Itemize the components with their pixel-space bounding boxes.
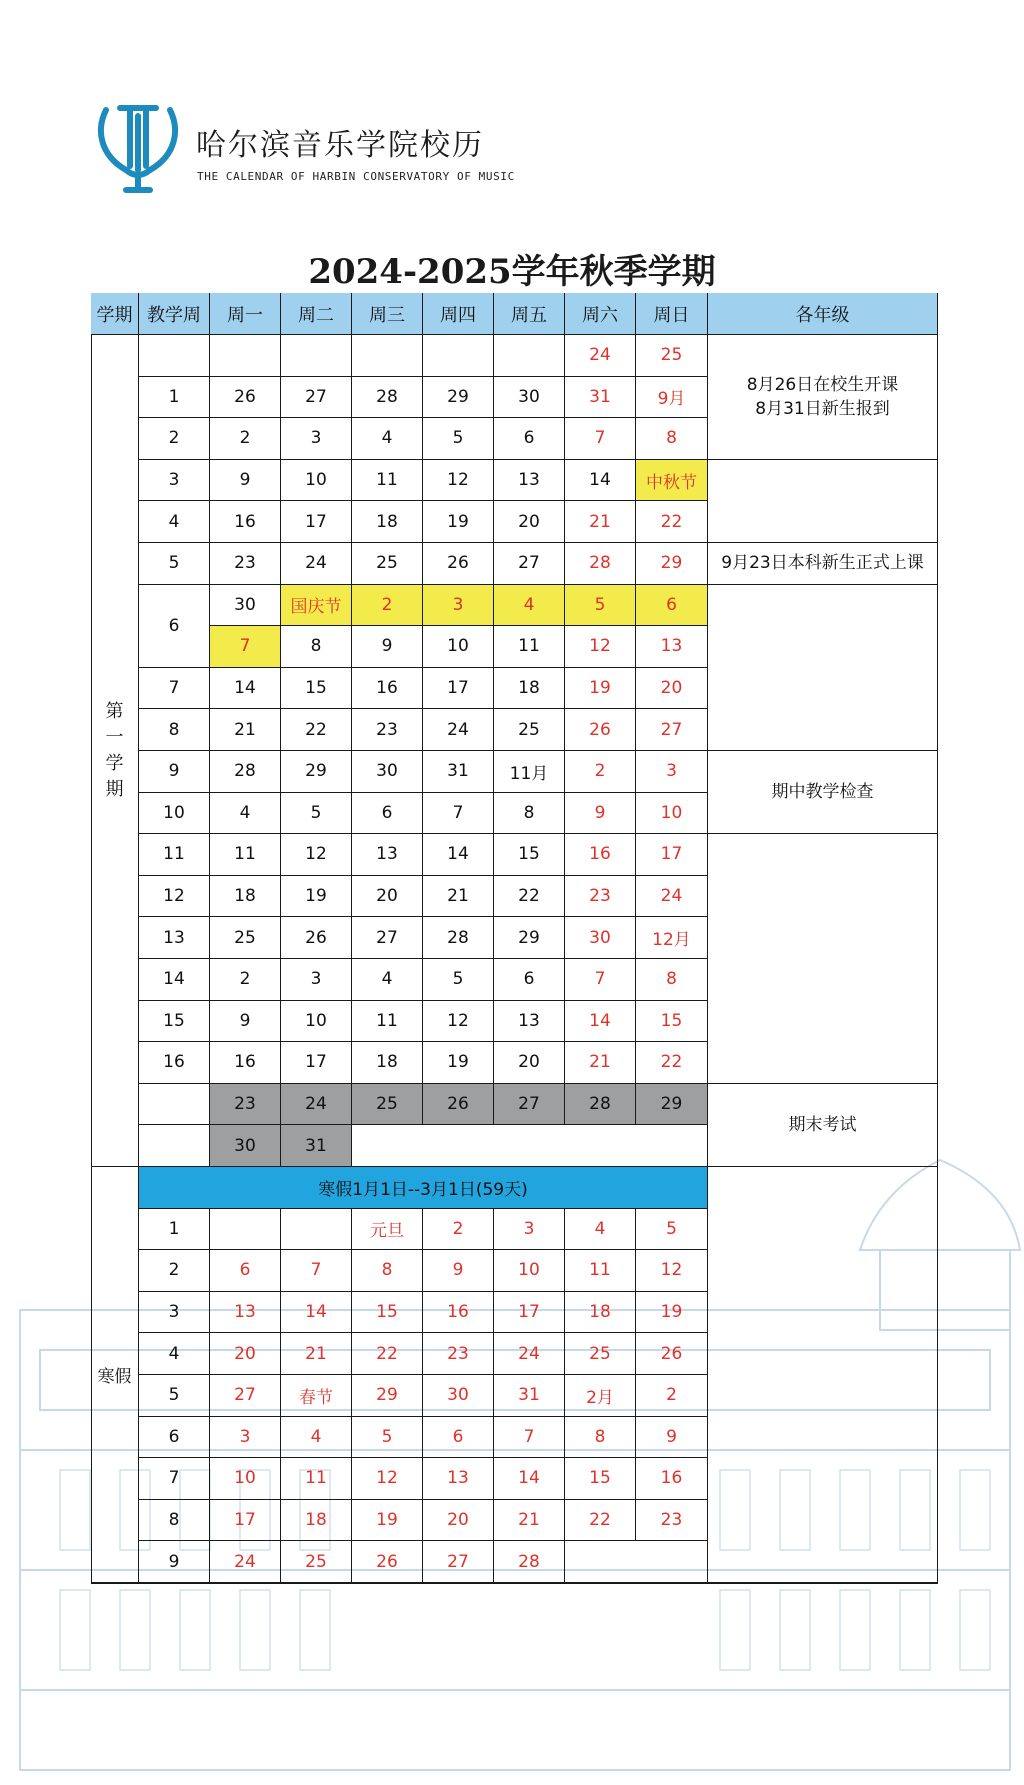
column-header: 周六 (565, 293, 636, 335)
day-cell: 19 (565, 668, 636, 710)
day-cell: 21 (494, 1500, 565, 1542)
day-cell: 12 (423, 1001, 494, 1043)
day-cell: 23 (565, 876, 636, 918)
day-cell: 14 (210, 668, 281, 710)
day-cell: 30 (423, 1375, 494, 1417)
column-header: 周日 (636, 293, 708, 335)
teaching-week: 1 (139, 377, 210, 419)
day-cell: 26 (352, 1541, 423, 1583)
term-label-winter: 寒假 (91, 1167, 139, 1583)
grade-note (708, 460, 938, 543)
day-cell: 23 (352, 709, 423, 751)
day-cell: 20 (636, 668, 708, 710)
teaching-week: 3 (139, 1292, 210, 1334)
day-cell: 14 (423, 834, 494, 876)
day-cell: 8 (281, 626, 352, 668)
day-cell: 19 (352, 1500, 423, 1542)
day-cell: 12 (352, 1458, 423, 1500)
day-cell: 18 (352, 501, 423, 543)
day-cell: 13 (210, 1292, 281, 1334)
day-cell: 15 (494, 834, 565, 876)
day-cell: 3 (636, 751, 708, 793)
day-cell: 31 (423, 751, 494, 793)
grade-note (708, 585, 938, 751)
day-cell: 5 (352, 1417, 423, 1459)
lyre-logo-icon (96, 100, 180, 196)
day-cell: 18 (281, 1500, 352, 1542)
day-cell: 元旦 (352, 1209, 423, 1251)
day-cell: 6 (352, 793, 423, 835)
day-cell: 7 (565, 418, 636, 460)
day-cell: 21 (210, 709, 281, 751)
day-cell: 7 (281, 1250, 352, 1292)
column-header: 周三 (352, 293, 423, 335)
teaching-week: 11 (139, 834, 210, 876)
day-cell: 25 (352, 543, 423, 585)
day-cell: 23 (636, 1500, 708, 1542)
day-cell: 10 (281, 460, 352, 502)
day-cell: 9月 (636, 377, 708, 419)
day-cell: 26 (423, 543, 494, 585)
day-cell: 6 (494, 959, 565, 1001)
day-cell: 17 (281, 1042, 352, 1084)
teaching-week: 6 (139, 1417, 210, 1459)
day-cell: 29 (423, 377, 494, 419)
teaching-week: 4 (139, 1333, 210, 1375)
teaching-week: 5 (139, 543, 210, 585)
teaching-week: 12 (139, 876, 210, 918)
day-cell: 5 (423, 418, 494, 460)
day-cell: 13 (494, 460, 565, 502)
day-cell: 17 (423, 668, 494, 710)
day-cell: 22 (494, 876, 565, 918)
teaching-week: 5 (139, 1375, 210, 1417)
day-cell: 14 (565, 1001, 636, 1043)
day-cell: 22 (281, 709, 352, 751)
day-cell: 12 (423, 460, 494, 502)
day-cell: 17 (494, 1292, 565, 1334)
day-cell: 28 (352, 377, 423, 419)
column-header: 学期 (91, 293, 139, 335)
grade-note (708, 834, 938, 1084)
day-cell: 16 (210, 1042, 281, 1084)
day-cell: 16 (636, 1458, 708, 1500)
day-cell: 13 (636, 626, 708, 668)
day-cell: 29 (281, 751, 352, 793)
day-cell: 20 (494, 501, 565, 543)
day-cell: 9 (423, 1250, 494, 1292)
day-cell: 19 (281, 876, 352, 918)
day-cell: 12 (281, 834, 352, 876)
day-cell: 4 (352, 959, 423, 1001)
school-name-english: THE CALENDAR OF HARBIN CONSERVATORY OF MUSIC (197, 170, 515, 183)
day-cell: 26 (423, 1084, 494, 1126)
day-cell: 6 (423, 1417, 494, 1459)
day-cell (352, 335, 423, 377)
empty-cell (352, 1125, 708, 1167)
teaching-week: 4 (139, 501, 210, 543)
day-cell (281, 335, 352, 377)
day-cell: 11 (494, 626, 565, 668)
teaching-week: 15 (139, 1001, 210, 1043)
day-cell: 26 (210, 377, 281, 419)
day-cell: 4 (352, 418, 423, 460)
day-cell: 11 (565, 1250, 636, 1292)
day-cell: 31 (565, 377, 636, 419)
day-cell: 5 (423, 959, 494, 1001)
day-cell: 8 (565, 1417, 636, 1459)
day-cell: 30 (352, 751, 423, 793)
column-header: 周五 (494, 293, 565, 335)
grade-note: 期中教学检查 (708, 751, 938, 834)
day-cell: 24 (281, 543, 352, 585)
day-cell: 25 (281, 1541, 352, 1583)
column-header: 各年级 (708, 293, 938, 335)
day-cell: 7 (423, 793, 494, 835)
teaching-week (139, 1084, 210, 1126)
day-cell: 25 (210, 917, 281, 959)
day-cell: 9 (210, 460, 281, 502)
day-cell: 24 (281, 1084, 352, 1126)
teaching-week: 2 (139, 1250, 210, 1292)
day-cell: 3 (281, 418, 352, 460)
day-cell: 30 (210, 585, 281, 627)
day-cell: 22 (352, 1333, 423, 1375)
day-cell: 27 (352, 917, 423, 959)
day-cell (210, 335, 281, 377)
day-cell: 14 (281, 1292, 352, 1334)
day-cell: 23 (423, 1333, 494, 1375)
school-name: 哈尔滨音乐学院校历 (196, 128, 484, 163)
day-cell: 30 (494, 377, 565, 419)
day-cell: 11 (281, 1458, 352, 1500)
day-cell: 3 (423, 585, 494, 627)
day-cell: 9 (636, 1417, 708, 1459)
day-cell: 27 (636, 709, 708, 751)
day-cell: 25 (565, 1333, 636, 1375)
day-cell (281, 1209, 352, 1251)
day-cell: 17 (281, 501, 352, 543)
day-cell: 12 (636, 1250, 708, 1292)
day-cell: 4 (565, 1209, 636, 1251)
day-cell: 6 (636, 585, 708, 627)
day-cell: 中秋节 (636, 460, 708, 502)
column-header: 教学周 (139, 293, 210, 335)
day-cell (494, 335, 565, 377)
day-cell: 21 (423, 876, 494, 918)
day-cell: 31 (494, 1375, 565, 1417)
day-cell: 22 (636, 501, 708, 543)
day-cell: 5 (281, 793, 352, 835)
day-cell: 3 (494, 1209, 565, 1251)
day-cell: 2 (352, 585, 423, 627)
day-cell: 26 (636, 1333, 708, 1375)
semester-title: 2024-2025学年秋季学期 (308, 252, 716, 292)
empty-cell (565, 1541, 708, 1583)
day-cell: 21 (281, 1333, 352, 1375)
day-cell: 27 (281, 377, 352, 419)
day-cell: 10 (636, 793, 708, 835)
day-cell: 10 (494, 1250, 565, 1292)
teaching-week: 8 (139, 1500, 210, 1542)
grade-note (708, 1167, 938, 1583)
day-cell: 4 (281, 1417, 352, 1459)
day-cell: 12 (565, 626, 636, 668)
day-cell: 28 (565, 543, 636, 585)
day-cell: 27 (423, 1541, 494, 1583)
day-cell: 3 (210, 1417, 281, 1459)
day-cell: 9 (210, 1001, 281, 1043)
day-cell: 16 (352, 668, 423, 710)
day-cell: 18 (494, 668, 565, 710)
day-cell: 23 (210, 543, 281, 585)
day-cell: 16 (565, 834, 636, 876)
teaching-week: 10 (139, 793, 210, 835)
day-cell: 24 (565, 335, 636, 377)
day-cell: 19 (636, 1292, 708, 1334)
day-cell: 国庆节 (281, 585, 352, 627)
day-cell: 10 (281, 1001, 352, 1043)
day-cell: 8 (636, 959, 708, 1001)
day-cell: 31 (281, 1125, 352, 1167)
day-cell: 18 (352, 1042, 423, 1084)
day-cell: 14 (565, 460, 636, 502)
day-cell: 20 (423, 1500, 494, 1542)
day-cell: 10 (423, 626, 494, 668)
day-cell: 28 (210, 751, 281, 793)
term-label-first: 第 一 学 期 (91, 335, 139, 1167)
day-cell: 6 (494, 418, 565, 460)
teaching-week: 8 (139, 709, 210, 751)
grade-note: 期末考试 (708, 1084, 938, 1167)
day-cell: 17 (636, 834, 708, 876)
day-cell: 21 (565, 1042, 636, 1084)
day-cell: 24 (423, 709, 494, 751)
day-cell: 30 (565, 917, 636, 959)
teaching-week: 9 (139, 1541, 210, 1583)
day-cell: 28 (423, 917, 494, 959)
day-cell: 26 (565, 709, 636, 751)
day-cell: 2 (565, 751, 636, 793)
teaching-week: 7 (139, 1458, 210, 1500)
teaching-week: 16 (139, 1042, 210, 1084)
day-cell: 15 (636, 1001, 708, 1043)
day-cell: 20 (352, 876, 423, 918)
day-cell: 17 (210, 1500, 281, 1542)
day-cell: 5 (565, 585, 636, 627)
day-cell: 19 (423, 1042, 494, 1084)
column-header: 周一 (210, 293, 281, 335)
day-cell: 20 (494, 1042, 565, 1084)
day-cell: 7 (565, 959, 636, 1001)
day-cell: 13 (494, 1001, 565, 1043)
day-cell: 11 (210, 834, 281, 876)
day-cell: 24 (210, 1541, 281, 1583)
day-cell: 27 (494, 543, 565, 585)
day-cell (210, 1209, 281, 1251)
day-cell: 8 (352, 1250, 423, 1292)
day-cell: 16 (423, 1292, 494, 1334)
day-cell: 6 (210, 1250, 281, 1292)
grade-note: 9月23日本科新生正式上课 (708, 543, 938, 585)
day-cell: 22 (636, 1042, 708, 1084)
day-cell: 15 (281, 668, 352, 710)
day-cell: 13 (352, 834, 423, 876)
day-cell: 16 (210, 501, 281, 543)
teaching-week (139, 335, 210, 377)
day-cell: 23 (210, 1084, 281, 1126)
day-cell: 24 (636, 876, 708, 918)
day-cell: 4 (210, 793, 281, 835)
day-cell: 春节 (281, 1375, 352, 1417)
day-cell: 2 (423, 1209, 494, 1251)
teaching-week: 14 (139, 959, 210, 1001)
teaching-week: 2 (139, 418, 210, 460)
column-header: 周四 (423, 293, 494, 335)
day-cell: 28 (565, 1084, 636, 1126)
winter-vacation-bar: 寒假1月1日--3月1日(59天) (139, 1167, 708, 1209)
day-cell: 15 (352, 1292, 423, 1334)
day-cell: 29 (494, 917, 565, 959)
day-cell: 8 (494, 793, 565, 835)
day-cell: 19 (423, 501, 494, 543)
day-cell: 9 (352, 626, 423, 668)
day-cell: 2 (210, 959, 281, 1001)
day-cell: 7 (210, 626, 281, 668)
day-cell: 3 (281, 959, 352, 1001)
grade-note: 8月26日在校生开课 8月31日新生报到 (708, 335, 938, 460)
day-cell: 25 (636, 335, 708, 377)
day-cell: 2月 (565, 1375, 636, 1417)
day-cell: 4 (494, 585, 565, 627)
day-cell: 2 (636, 1375, 708, 1417)
day-cell: 14 (494, 1458, 565, 1500)
day-cell: 9 (565, 793, 636, 835)
day-cell: 21 (565, 501, 636, 543)
teaching-week: 3 (139, 460, 210, 502)
day-cell: 5 (636, 1209, 708, 1251)
day-cell: 25 (494, 709, 565, 751)
day-cell: 26 (281, 917, 352, 959)
teaching-week: 6 (139, 585, 210, 668)
teaching-week: 1 (139, 1209, 210, 1251)
day-cell: 24 (494, 1333, 565, 1375)
day-cell: 25 (352, 1084, 423, 1126)
day-cell: 7 (494, 1417, 565, 1459)
teaching-week (139, 1125, 210, 1167)
day-cell: 20 (210, 1333, 281, 1375)
day-cell: 13 (423, 1458, 494, 1500)
teaching-week: 7 (139, 668, 210, 710)
teaching-week: 13 (139, 917, 210, 959)
day-cell: 27 (494, 1084, 565, 1126)
teaching-week: 9 (139, 751, 210, 793)
day-cell: 2 (210, 418, 281, 460)
day-cell: 18 (565, 1292, 636, 1334)
day-cell: 11 (352, 1001, 423, 1043)
day-cell: 11 (352, 460, 423, 502)
day-cell: 15 (565, 1458, 636, 1500)
day-cell: 30 (210, 1125, 281, 1167)
column-header: 周二 (281, 293, 352, 335)
day-cell: 29 (352, 1375, 423, 1417)
day-cell: 29 (636, 1084, 708, 1126)
day-cell: 29 (636, 543, 708, 585)
day-cell: 11月 (494, 751, 565, 793)
day-cell: 28 (494, 1541, 565, 1583)
day-cell: 27 (210, 1375, 281, 1417)
day-cell: 10 (210, 1458, 281, 1500)
day-cell (423, 335, 494, 377)
day-cell: 22 (565, 1500, 636, 1542)
day-cell: 8 (636, 418, 708, 460)
day-cell: 12月 (636, 917, 708, 959)
day-cell: 18 (210, 876, 281, 918)
